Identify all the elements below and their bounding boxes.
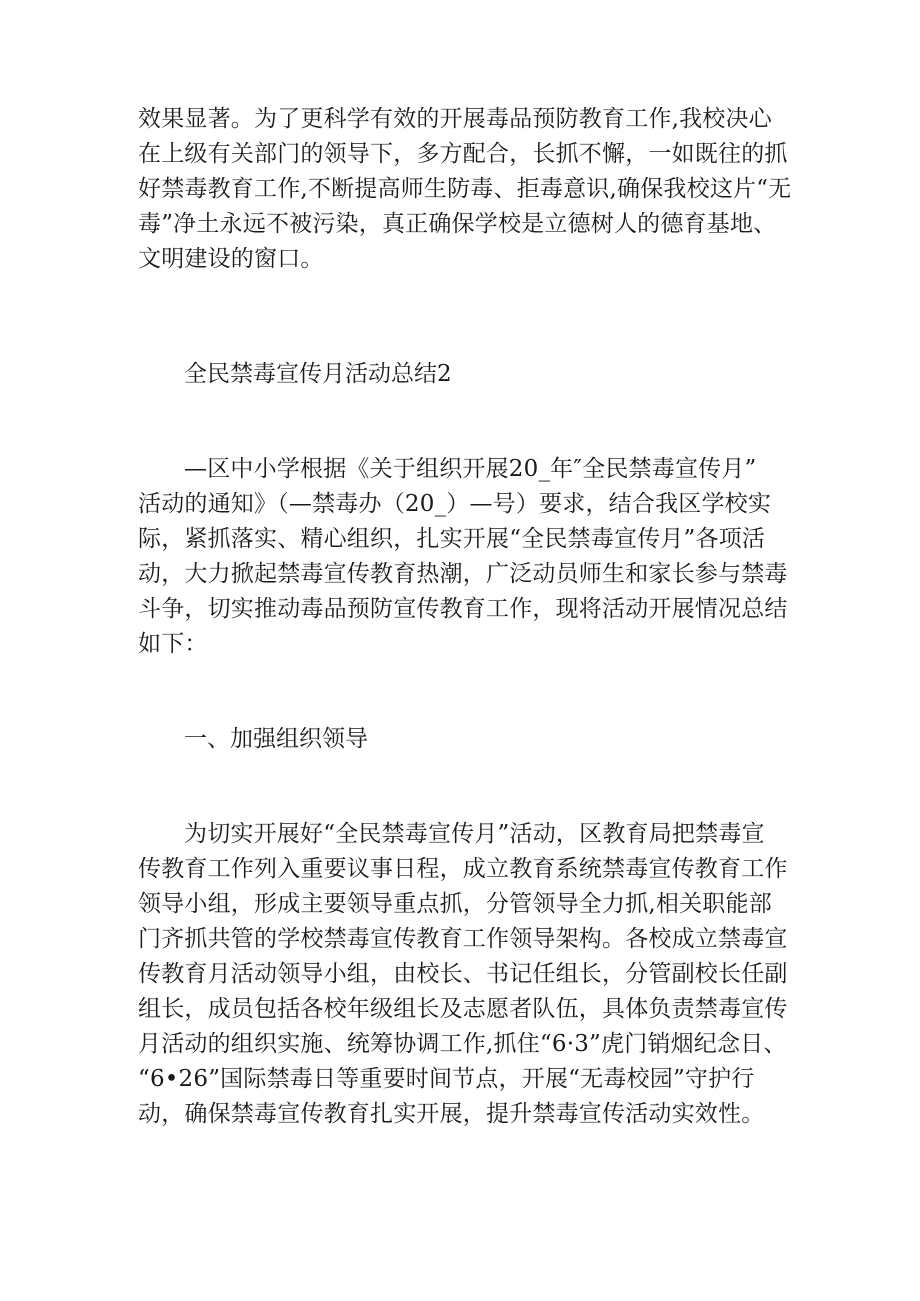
paragraph-2 [138, 452, 788, 662]
paragraph-line: 门齐抓共管的学校禁毒宣传教育工作领导架构。各校成立禁毒宣 [138, 926, 788, 952]
paragraph-line: 组长，成员包括各校年级组长及志愿者队伍，具体负责禁毒宣传 [138, 996, 788, 1022]
paragraph-line: 效果显著。为了更科学有效的开展毒品预防教育工作,我校决心 [138, 106, 772, 132]
paragraph-line: 际，紧抓落实、精心组织，扎实开展“全民禁毒宣传月”各项活 [138, 526, 766, 552]
paragraph-line: 活动的通知》（—禁毒办（20_）—号）要求，结合我区学校实 [138, 491, 772, 517]
paragraph-line: 在上级有关部门的领导下，多方配合，长抓不懈，一如既往的抓 [138, 141, 788, 167]
paragraph-line: 好禁毒教育工作,不断提高师生防毒、拒毒意识,确保我校这片“无 [138, 176, 792, 202]
paragraph-line: 斗争，切实推动毒品预防宣传教育工作，现将活动开展情况总结 [138, 596, 788, 622]
section-title: 全民禁毒宣传月活动总结2 [184, 361, 452, 387]
paragraph-line: 为切实开展好“全民禁毒宣传月”活动，区教育局把禁毒宣 [184, 821, 765, 847]
paragraph-line: 动，大力掀起禁毒宣传教育热潮，广泛动员师生和家长参与禁毒 [138, 561, 788, 587]
paragraph-line: 传教育月活动领导小组，由校长、书记任组长，分管副校长任副 [138, 961, 788, 987]
section-heading: 一、加强组织领导 [184, 726, 368, 752]
paragraph-line: 文明建设的窗口。 [138, 246, 324, 272]
paragraph-1 [138, 102, 792, 277]
paragraph-line: 毒”净土永远不被污染，真正确保学校是立德树人的德育基地、 [138, 211, 777, 237]
paragraph-line: 动，确保禁毒宣传教育扎实开展，提升禁毒宣传活动实效性。 [138, 1101, 765, 1127]
document-page [138, 102, 792, 1132]
paragraph-line: —区中小学根据《关于组织开展20_年″全民禁毒宣传月” [184, 456, 757, 482]
paragraph-3 [138, 817, 788, 1132]
paragraph-line: 传教育工作列入重要议事日程，成立教育系统禁毒宣传教育工作 [138, 856, 788, 882]
paragraph-line: “6•26”国际禁毒日等重要时间节点，开展“无毒校园”守护行 [138, 1066, 755, 1092]
paragraph-line: 如下： [138, 631, 208, 657]
paragraph-line: 月活动的组织实施、统筹协调工作,抓住“6·3”虎门销烟纪念日、 [138, 1031, 787, 1057]
paragraph-line: 领导小组，形成主要领导重点抓，分管领导全力抓,相关职能部 [138, 891, 772, 917]
